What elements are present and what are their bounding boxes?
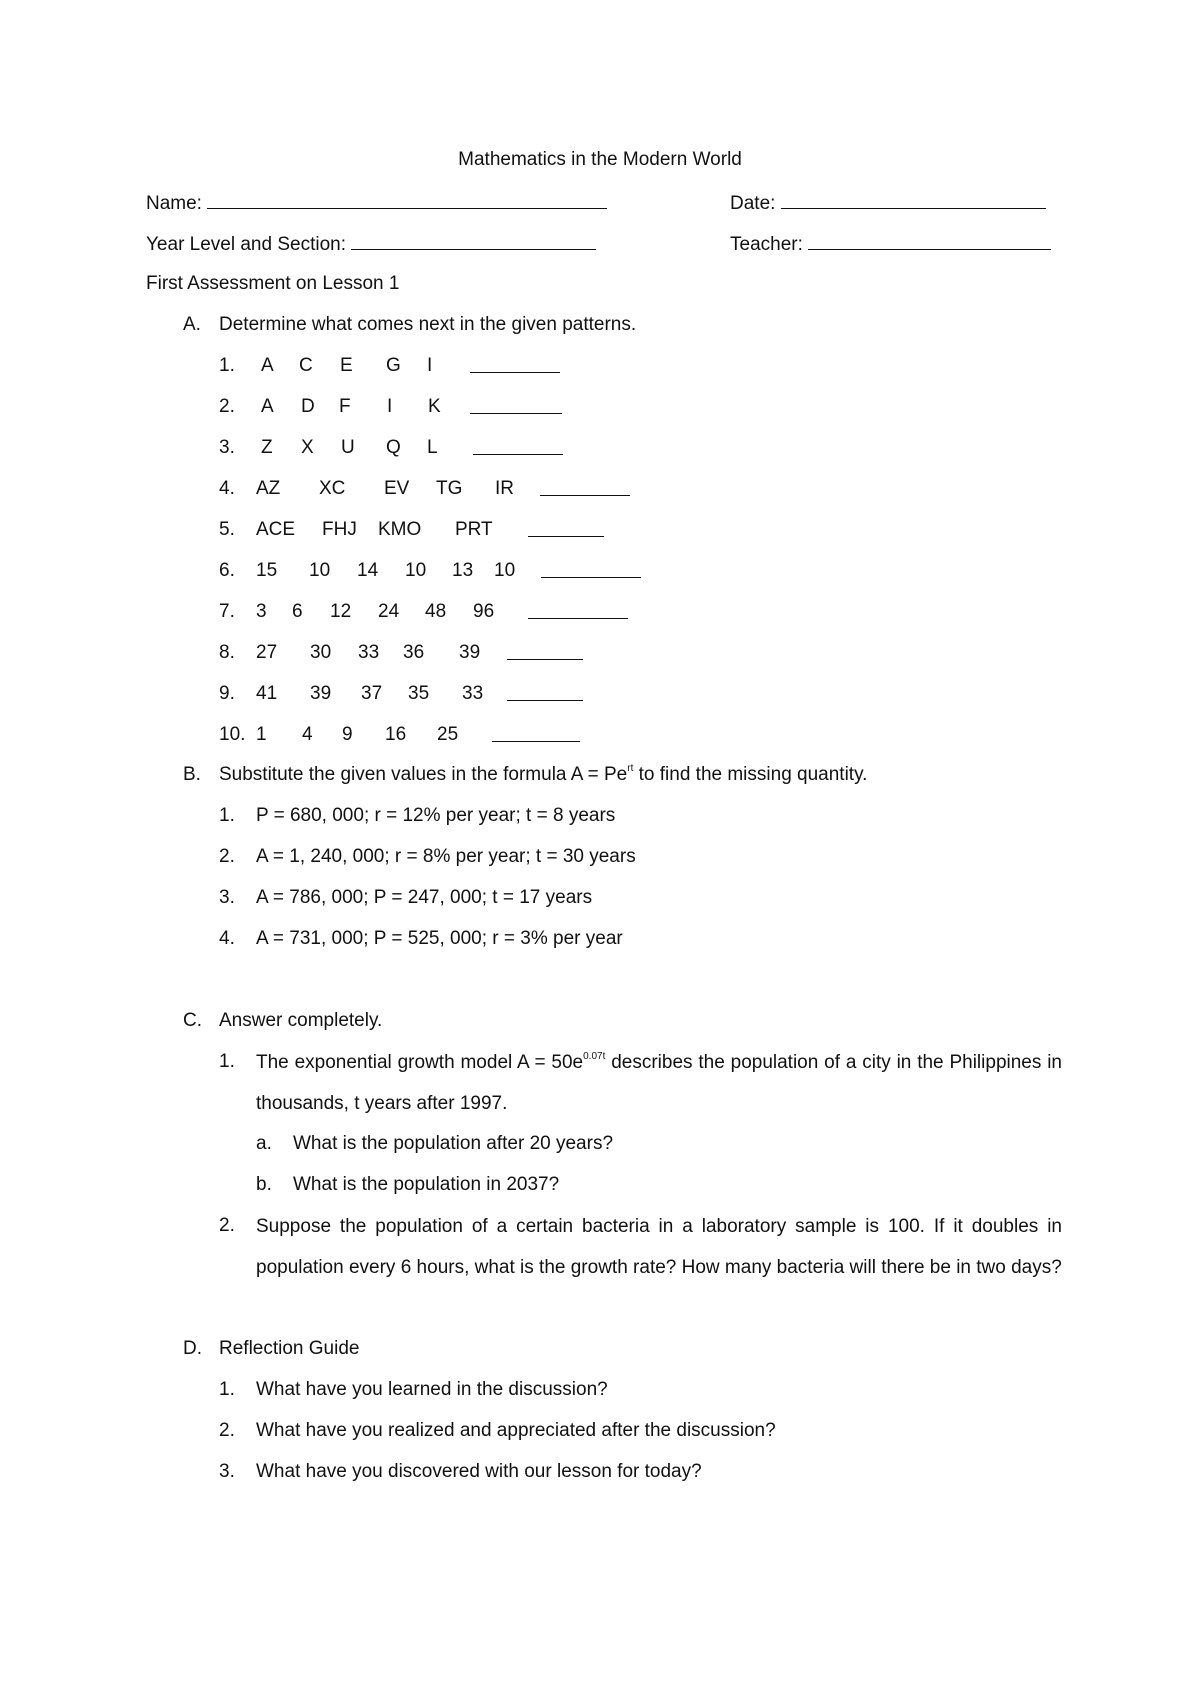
c-q2-num: 2. (219, 1215, 235, 1236)
section-c-letter: C. (183, 1010, 202, 1031)
b-item-num: 3. (219, 887, 235, 908)
d-item-num: 2. (219, 1420, 235, 1441)
pattern-term: 4 (302, 724, 313, 745)
b-item-text: P = 680, 000; r = 12% per year; t = 8 years (256, 805, 616, 826)
pattern-term: 15 (256, 560, 278, 581)
pattern-term: 10 (494, 560, 516, 581)
pattern-term: A (261, 355, 274, 376)
pattern-term: D (301, 396, 315, 417)
date-label: Date: (730, 193, 776, 214)
pattern-term: F (339, 396, 351, 417)
name-field (146, 190, 607, 216)
date-field (730, 190, 1046, 216)
pattern-number: 9. (219, 683, 235, 704)
pattern-number: 5. (219, 519, 235, 540)
pattern-term: 25 (437, 724, 459, 745)
pattern-term: 10 (309, 560, 331, 581)
pattern-term: KMO (378, 519, 422, 540)
d-item-text: What have you realized and appreciated after the discussion? (256, 1420, 776, 1441)
pattern-number: 1. (219, 355, 235, 376)
pattern-term: 96 (473, 601, 495, 622)
b-item-text: A = 786, 000; P = 247, 000; t = 17 years (256, 887, 593, 908)
pattern-term: TG (436, 478, 463, 499)
name-label: Name: (146, 193, 202, 214)
pattern-term: K (428, 396, 441, 417)
section-b-exponent: rt (627, 763, 634, 774)
pattern-term: ACE (256, 519, 296, 540)
pattern-term: X (301, 437, 314, 458)
pattern-term: 37 (361, 683, 383, 704)
section-d-heading: Reflection Guide (219, 1338, 360, 1359)
answer-blank[interactable] (470, 395, 562, 421)
pattern-term: 16 (385, 724, 407, 745)
pattern-term: Q (386, 437, 401, 458)
pattern-number: 7. (219, 601, 235, 622)
pattern-term: 41 (256, 683, 278, 704)
pattern-number: 4. (219, 478, 235, 499)
teacher-blank[interactable] (808, 231, 1051, 250)
c-q1-post: describes the population of a city in the Philippines in thousands, t years after 1997. (256, 1052, 1062, 1114)
c-q1-sub-text: What is the population in 2037? (293, 1174, 560, 1195)
year-section-blank[interactable] (351, 231, 596, 250)
c-q1-pre: The exponential growth model A = 50e (256, 1052, 584, 1073)
b-item-text: A = 1, 240, 000; r = 8% per year; t = 30 years (256, 846, 636, 867)
answer-blank[interactable] (528, 600, 628, 626)
b-item-num: 2. (219, 846, 235, 867)
pattern-term: 10 (405, 560, 427, 581)
pattern-term: 6 (292, 601, 303, 622)
pattern-term: PRT (455, 519, 493, 540)
pattern-term: I (427, 355, 433, 376)
pattern-term: U (341, 437, 355, 458)
page-title: Mathematics in the Modern World (458, 149, 742, 170)
d-item-text: What have you learned in the discussion? (256, 1379, 608, 1400)
pattern-term: L (427, 437, 438, 458)
year-section-label: Year Level and Section: (146, 234, 347, 255)
pattern-term: 30 (310, 642, 332, 663)
pattern-term: 48 (425, 601, 447, 622)
answer-blank[interactable] (507, 682, 583, 708)
pattern-term: EV (384, 478, 410, 499)
pattern-term: I (387, 396, 393, 417)
answer-blank[interactable] (541, 559, 641, 585)
c-q1-num: 1. (219, 1051, 235, 1072)
b-item-num: 1. (219, 805, 235, 826)
answer-blank[interactable] (470, 354, 560, 380)
pattern-term: 35 (408, 683, 430, 704)
c-q1-exponent: 0.07t (583, 1051, 606, 1062)
d-item-num: 3. (219, 1461, 235, 1482)
d-item-text: What have you discovered with our lesson for today? (256, 1461, 702, 1482)
year-section-field (146, 231, 596, 257)
section-b-heading-post: to find the missing quantity. (633, 764, 868, 785)
c-q1-sub-letter: b. (256, 1174, 272, 1195)
answer-blank[interactable] (507, 641, 583, 667)
pattern-term: E (340, 355, 353, 376)
c-q1-sub-letter: a. (256, 1133, 272, 1154)
pattern-number: 2. (219, 396, 235, 417)
section-b-heading-pre: Substitute the given values in the formula A = Pe (219, 764, 628, 785)
pattern-term: 13 (452, 560, 474, 581)
assessment-title: First Assessment on Lesson 1 (146, 273, 400, 294)
pattern-term: 36 (403, 642, 425, 663)
answer-blank[interactable] (473, 436, 563, 462)
pattern-number: 3. (219, 437, 235, 458)
answer-blank[interactable] (492, 723, 580, 749)
pattern-number: 6. (219, 560, 235, 581)
pattern-term: 27 (256, 642, 278, 663)
pattern-term: 39 (459, 642, 481, 663)
teacher-field (730, 231, 1051, 257)
teacher-label: Teacher: (730, 234, 803, 255)
b-item-text: A = 731, 000; P = 525, 000; r = 3% per year (256, 928, 623, 949)
pattern-term: 1 (256, 724, 267, 745)
section-b-letter: B. (183, 764, 201, 785)
pattern-term: AZ (256, 478, 281, 499)
c-q2-text: Suppose the population of a certain bacteria in a laboratory sample is 100. If it doubles in population every 6 hours, what is the growth rate? How many bacteria will there be in two days? (256, 1216, 1062, 1278)
answer-blank[interactable] (540, 477, 630, 503)
answer-blank[interactable] (528, 518, 604, 544)
section-a-letter: A. (183, 314, 201, 335)
pattern-term: 24 (378, 601, 400, 622)
pattern-term: G (386, 355, 401, 376)
section-b-heading (219, 763, 867, 787)
pattern-term: A (261, 396, 274, 417)
b-item-num: 4. (219, 928, 235, 949)
pattern-term: IR (495, 478, 514, 499)
pattern-term: C (299, 355, 313, 376)
pattern-term: 33 (462, 683, 484, 704)
pattern-term: XC (319, 478, 346, 499)
pattern-term: 9 (342, 724, 353, 745)
name-blank[interactable] (207, 190, 607, 209)
pattern-term: FHJ (322, 519, 357, 540)
pattern-term: 33 (358, 642, 380, 663)
c-q1-text (256, 1042, 1062, 1124)
d-item-num: 1. (219, 1379, 235, 1400)
section-d-letter: D. (183, 1338, 202, 1359)
section-c-heading: Answer completely. (219, 1010, 383, 1031)
pattern-term: 12 (330, 601, 352, 622)
c-q1-sub-text: What is the population after 20 years? (293, 1133, 614, 1154)
pattern-term: 3 (256, 601, 267, 622)
pattern-number: 8. (219, 642, 235, 663)
pattern-number: 10. (219, 724, 246, 745)
date-blank[interactable] (781, 190, 1046, 209)
pattern-term: 14 (357, 560, 379, 581)
pattern-term: Z (261, 437, 273, 458)
section-a-heading: Determine what comes next in the given patterns. (219, 314, 637, 335)
pattern-term: 39 (310, 683, 332, 704)
